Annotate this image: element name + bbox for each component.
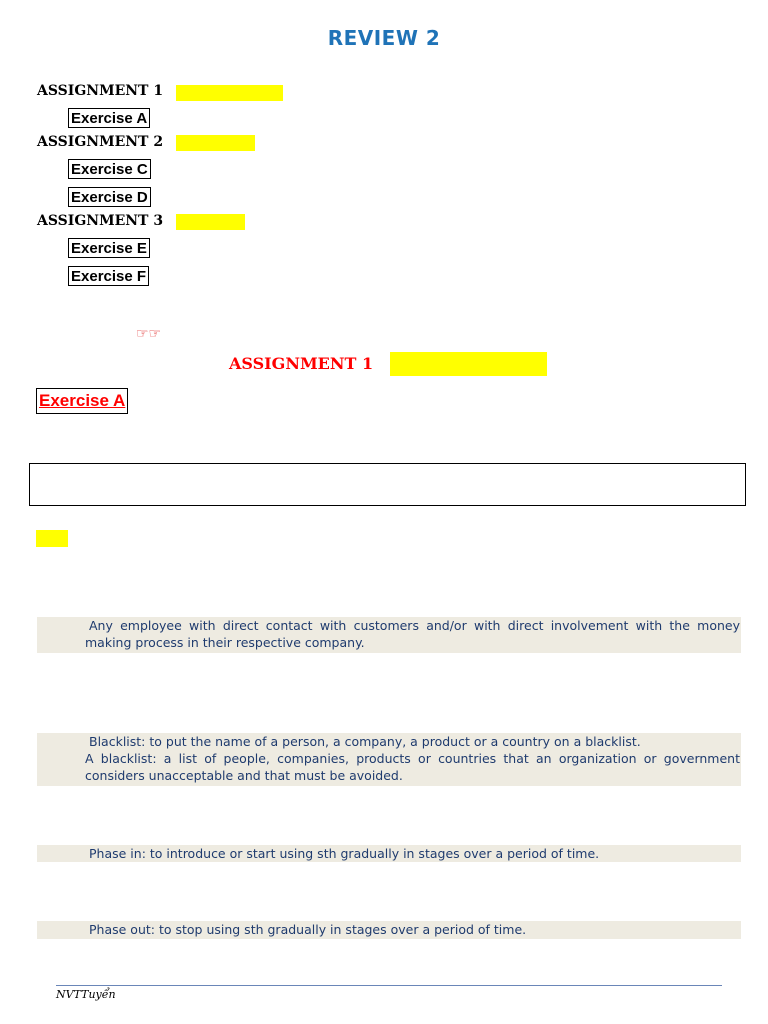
toc-exercise-e[interactable]: Exercise E (68, 238, 150, 258)
section-assignment-heading: ASSIGNMENT 1 (229, 354, 374, 373)
toc-exercise-d[interactable]: Exercise D (68, 187, 151, 207)
highlight-block (176, 135, 255, 151)
footer-author: NVTTuyển (56, 988, 116, 1001)
toc-assignment-2[interactable]: ASSIGNMENT 2 (37, 134, 164, 150)
highlight-block (176, 85, 283, 101)
highlight-block (390, 352, 547, 376)
definition-text (85, 617, 740, 651)
toc-exercise-c[interactable]: Exercise C (68, 159, 151, 179)
definition-line: making process in their respective company. (85, 635, 365, 650)
definition-text (85, 733, 740, 784)
pointing-hand-icon: ☞☞ (136, 326, 162, 342)
toc-assignment-1[interactable]: ASSIGNMENT 1 (37, 83, 164, 99)
highlight-block (176, 214, 245, 230)
definition-line: Phase out: to stop using sth gradually in stages over a period of time. (89, 922, 527, 937)
page-title: REVIEW 2 (327, 26, 441, 50)
definition-line: considers unacceptable and that must be avoided. (85, 768, 403, 783)
definition-line: Blacklist: to put the name of a person, a company, a product or a country on a blacklist. (89, 734, 641, 749)
definition-line: Any employee with direct contact with customers and/or with direct involvement with the money (89, 618, 740, 633)
answer-box[interactable] (29, 463, 746, 506)
toc-exercise-a[interactable]: Exercise A (68, 108, 150, 128)
toc-exercise-f[interactable]: Exercise F (68, 266, 149, 286)
footer-divider (56, 985, 722, 986)
toc-assignment-3[interactable]: ASSIGNMENT 3 (37, 213, 164, 229)
highlight-block (36, 530, 68, 547)
definition-line: Phase in: to introduce or start using sth gradually in stages over a period of time. (89, 846, 600, 861)
definition-line: A blacklist: a list of people, companies, products or countries that an organization or government (85, 751, 740, 766)
section-exercise-heading[interactable]: Exercise A (36, 388, 128, 414)
